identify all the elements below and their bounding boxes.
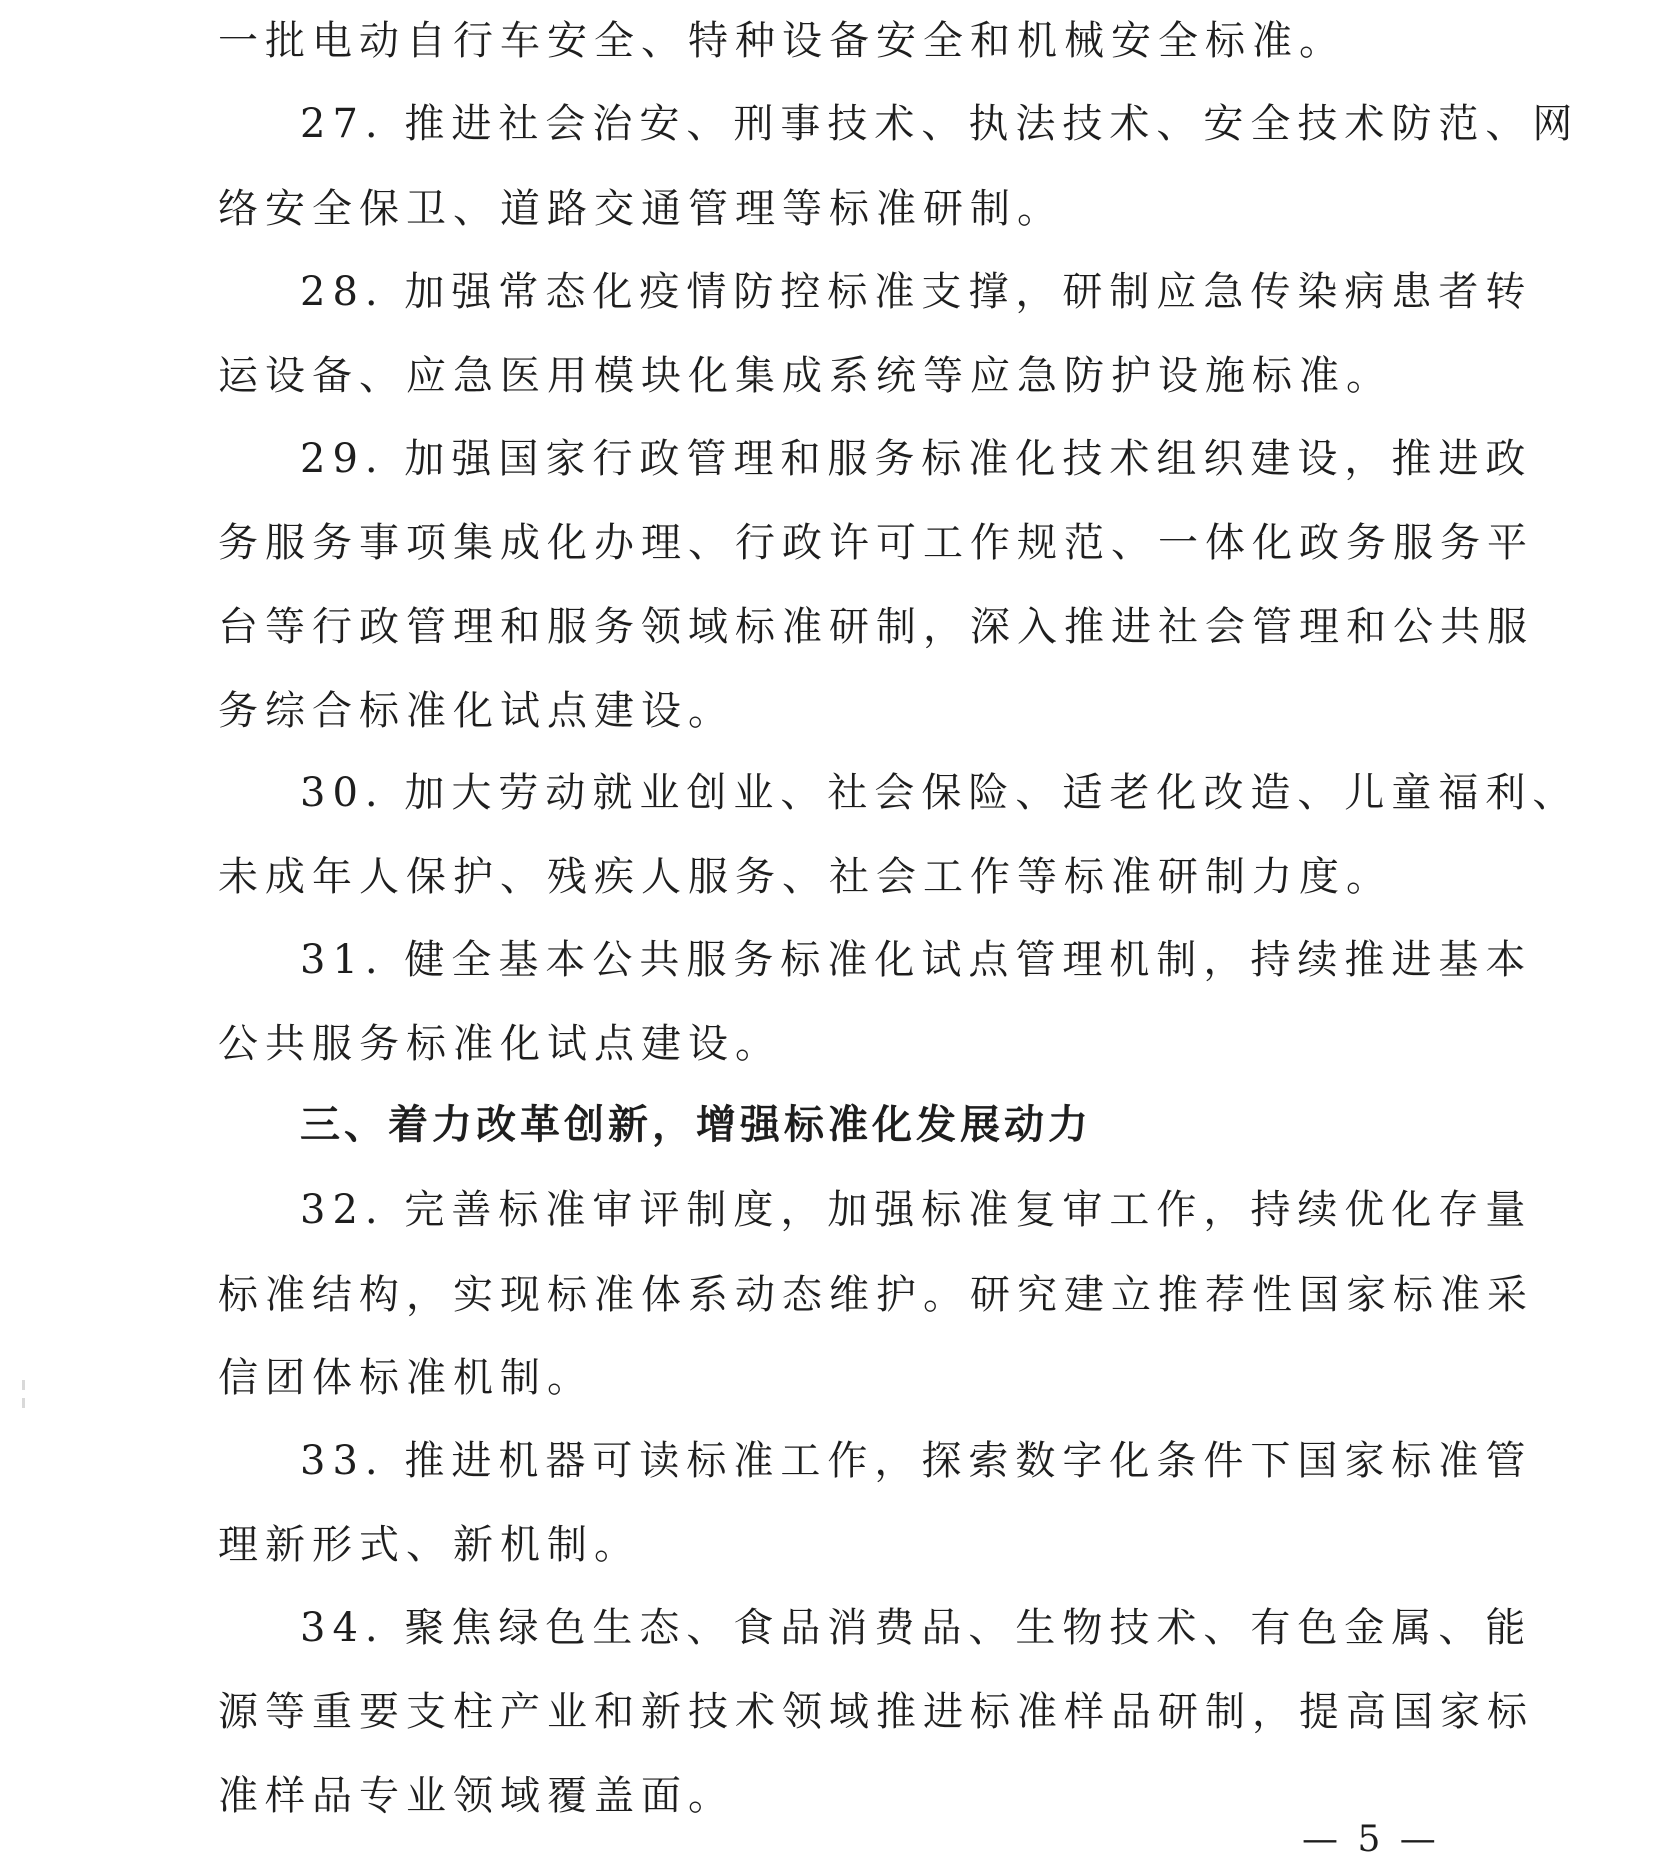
- item-30-line: 30. 加大劳动就业创业、社会保险、适老化改造、儿童福利、: [300, 770, 1580, 816]
- scan-mark: [22, 1380, 25, 1390]
- item-29-line: 29. 加强国家行政管理和服务标准化技术组织建设，推进政: [300, 436, 1533, 482]
- section-heading: 三、着力改革创新，增强标准化发展动力: [300, 1102, 1092, 1148]
- item-28-line: 28. 加强常态化疫情防控标准支撑，研制应急传染病患者转: [300, 269, 1533, 315]
- body-line: 一批电动自行车安全、特种设备安全和机械安全标准。: [218, 18, 1346, 64]
- body-line: 信团体标准机制。: [218, 1355, 594, 1401]
- item-32-line: 32. 完善标准审评制度，加强标准复审工作，持续优化存量: [300, 1187, 1533, 1233]
- body-line: 标准结构，实现标准体系动态维护。研究建立推荐性国家标准采: [218, 1272, 1534, 1318]
- body-line: 台等行政管理和服务领域标准研制，深入推进社会管理和公共服: [218, 604, 1534, 650]
- body-line: 务综合标准化试点建设。: [218, 688, 735, 734]
- scan-mark: [22, 1398, 25, 1408]
- item-34-line: 34. 聚焦绿色生态、食品消费品、生物技术、有色金属、能: [300, 1605, 1533, 1651]
- body-line: 未成年人保护、残疾人服务、社会工作等标准研制力度。: [218, 854, 1393, 900]
- item-33-line: 33. 推进机器可读标准工作，探索数字化条件下国家标准管: [300, 1438, 1533, 1484]
- body-line: 务服务事项集成化办理、行政许可工作规范、一体化政务服务平: [218, 520, 1534, 566]
- body-line: 公共服务标准化试点建设。: [218, 1021, 782, 1067]
- page-number: — 5 —: [1302, 1819, 1440, 1860]
- body-line: 理新形式、新机制。: [218, 1522, 641, 1568]
- body-line: 络安全保卫、道路交通管理等标准研制。: [218, 186, 1064, 232]
- item-27-line: 27. 推进社会治安、刑事技术、执法技术、安全技术防范、网: [300, 101, 1580, 147]
- body-line: 准样品专业领域覆盖面。: [218, 1773, 735, 1819]
- item-31-line: 31. 健全基本公共服务标准化试点管理机制，持续推进基本: [300, 937, 1533, 983]
- body-line: 运设备、应急医用模块化集成系统等应急防护设施标准。: [218, 353, 1393, 399]
- body-line: 源等重要支柱产业和新技术领域推进标准样品研制，提高国家标: [218, 1689, 1534, 1735]
